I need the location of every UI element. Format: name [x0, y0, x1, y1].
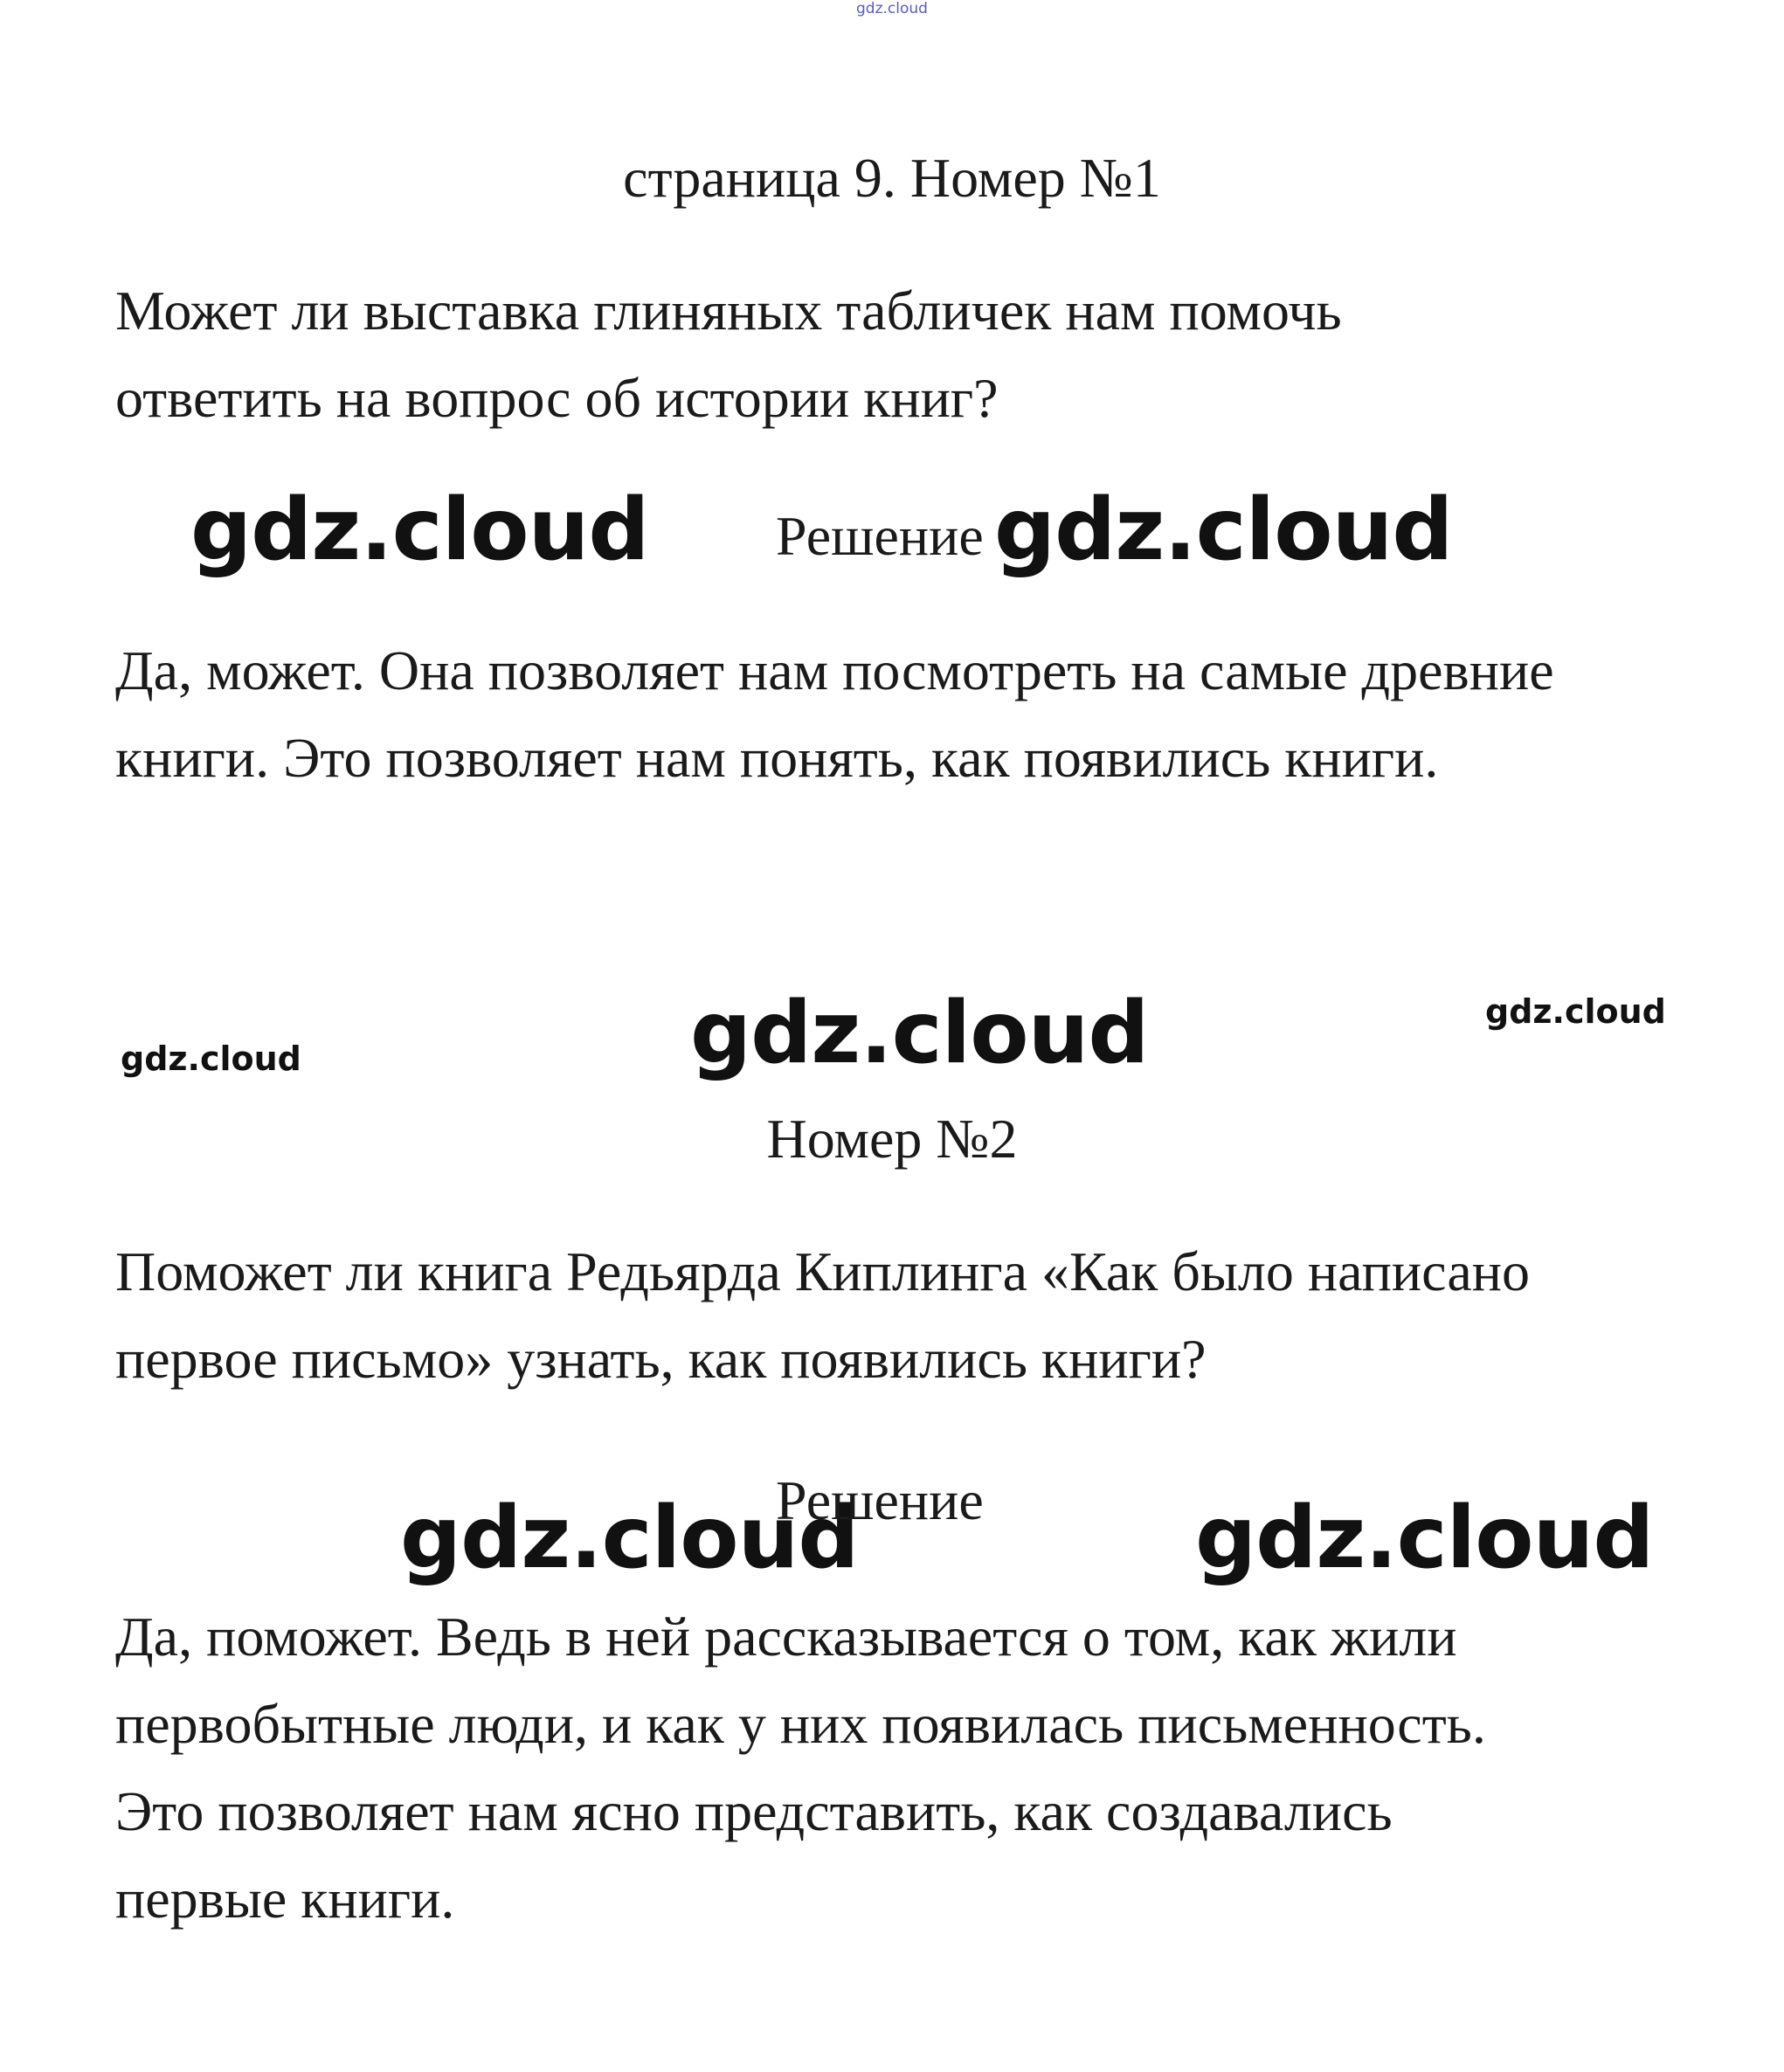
watermark-logo: gdz.cloud	[121, 1039, 301, 1078]
task2-solution-label: Решение	[776, 1469, 984, 1531]
task1-question-line: Может ли выставка глиняных табличек нам помочь	[115, 280, 1342, 342]
task2-answer-line: Это позволяет нам ясно представить, как создавались	[115, 1780, 1393, 1842]
watermark-logo: gdz.cloud	[994, 480, 1453, 580]
task2-question-line: первое письмо» узнать, как появились книги?	[115, 1328, 1207, 1390]
task2-question	[115, 1228, 1732, 1403]
task1-question-line: ответить на вопрос об истории книг?	[115, 367, 999, 429]
top-watermark: gdz.cloud	[856, 0, 928, 17]
watermark-logo: gdz.cloud	[400, 1488, 859, 1588]
task1-answer	[115, 627, 1732, 802]
task2-heading: Номер №2	[766, 1108, 1018, 1170]
task2-answer-line: Да, поможет. Ведь в ней рассказывается о том, как жили	[115, 1606, 1457, 1668]
watermark-logo: gdz.cloud	[1195, 1488, 1654, 1588]
task1-answer-line: книги. Это позволяет нам понять, как появились книги.	[115, 727, 1439, 789]
task1-solution-label: Решение	[776, 505, 984, 567]
watermark-logo: gdz.cloud	[1485, 992, 1666, 1031]
task1-question	[115, 267, 1732, 442]
task2-answer	[115, 1593, 1732, 1943]
watermark-logo: gdz.cloud	[690, 984, 1149, 1083]
task2-question-line: Поможет ли книга Редьярда Киплинга «Как было написано	[115, 1240, 1530, 1302]
task1-answer-line: Да, может. Она позволяет нам посмотреть на самые древние	[115, 639, 1554, 701]
watermark-logo: gdz.cloud	[190, 480, 649, 580]
task2-answer-line: первые книги.	[115, 1868, 455, 1930]
task2-answer-line: первобытные люди, и как у них появилась письменность.	[115, 1693, 1486, 1755]
page-title: страница 9. Номер №1	[623, 147, 1161, 209]
